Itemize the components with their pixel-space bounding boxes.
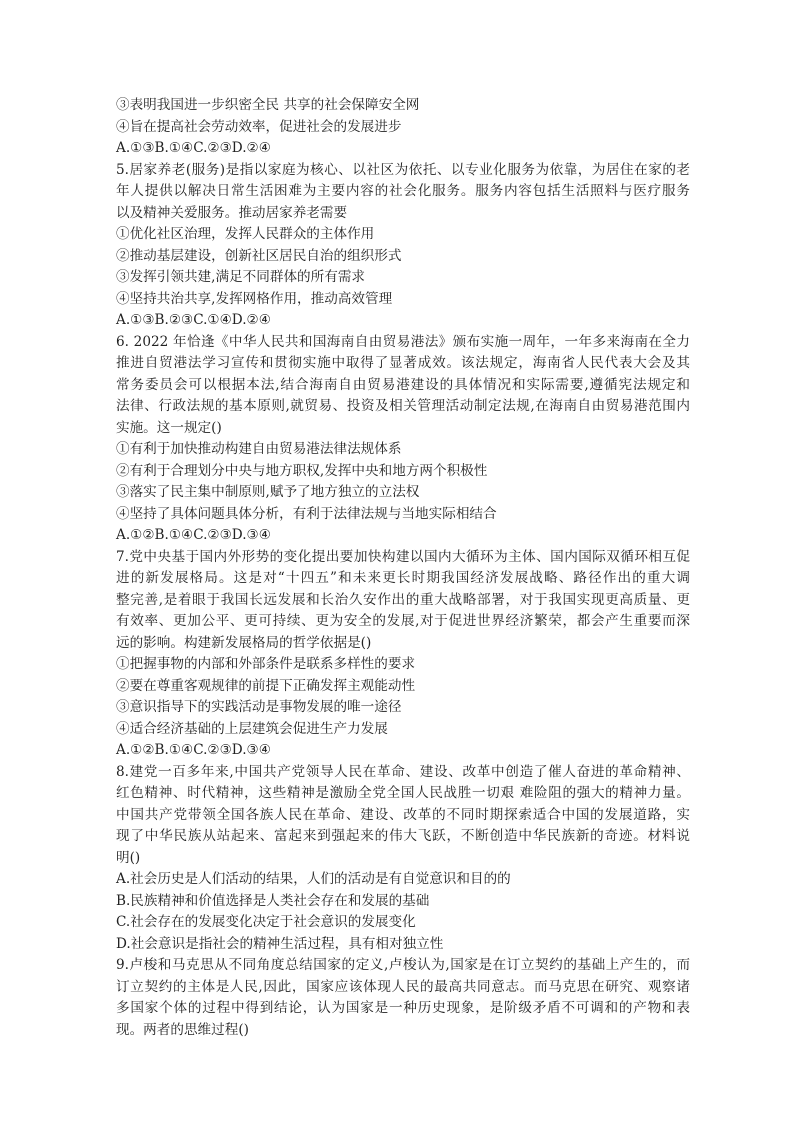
q8-stem-line: 中国共产党带领全国各族人民在革命、建设、改革的不同时期探索适合中国的发展道路，实: [116, 806, 690, 823]
q8-option-c: C.社会存在的发展变化决定于社会意识的发展变化: [116, 914, 416, 930]
q7-stem-line: 7.党中央基于国内外形势的变化提出要加快构建以国内大循环为主体、国内国际双循环相互促: [116, 548, 690, 565]
q7-option-1: ①把握事物的内部和外部条件是联系多样性的要求: [116, 656, 416, 672]
q5-option-3: ③发挥引领共建,满足不同群体的所有需求: [116, 269, 366, 285]
q7-option-4: ④适合经济基础的上层建筑会促进生产力发展: [116, 720, 388, 737]
q8-stem-line: 8.建党一百多年来,中国共产党领导人民在革命、建设、改革中创造了催人奋进的革命精神、: [116, 763, 690, 780]
q6-option-1: ①有利于加快推动构建自由贸易港法律法规体系: [116, 441, 402, 457]
q9-stem-line: 9.卢梭和马克思从不同角度总结国家的定义,卢梭认为,国家是在订立契约的基础上产生的，而: [116, 957, 690, 973]
question-8: [116, 762, 690, 956]
exam-page: [116, 95, 690, 1041]
q6-stem-line: 法律、行政法规的基本原则,就贸易、投资及相关管理活动制定法规,在海南自由贸易港范围内: [116, 398, 690, 414]
question-6: [116, 332, 690, 547]
q6-answer-choices: A.①②B.①④C.②③D.③④: [116, 527, 271, 543]
q6-stem-line: 推进自贸港法学习宣传和贯彻实施中取得了显著成效。该法规定，海南省人民代表大会及其: [116, 355, 690, 371]
q7-stem-line: 整完善,是着眼于我国长远发展和长治久安作出的重大战略部署，对于我国实现更高质量、更: [116, 591, 690, 608]
q8-stem-line: 红色精神、时代精神，这些精神是激励全党全国人民战胜一切艰 难险阻的强大的精神力量。: [116, 785, 690, 801]
q5-option-2: ②推动基层建设，创新社区居民自治的组织形式: [116, 247, 402, 264]
q7-answer-choices: A.①②B.①④C.②③D.③④: [116, 742, 271, 758]
q4-option-3: ③表明我国进一步织密全民 共享的社会保障安全网: [116, 97, 420, 113]
q4-option-4: ④旨在提高社会劳动效率，促进社会的发展进步: [116, 118, 402, 135]
question-4-tail: [116, 95, 690, 160]
q5-option-4: ④坚持共治共享,发挥网格作用，推动高效管理: [116, 290, 393, 307]
question-7: [116, 547, 690, 762]
q6-stem-line: 实施。这一规定(): [116, 419, 222, 436]
q7-stem-line: 进的新发展格局。这是对“十四五”和未来更长时期我国经济发展战略、路径作出的重大调: [116, 570, 690, 586]
q7-stem-line: 有效率、更加公平、更可持续、更为安全的发展,对于促进世界经济繁荣，都会产生重要而深: [116, 613, 690, 629]
q6-option-2: ②有利于合理划分中央与地方职权,发挥中央和地方两个积极性: [116, 462, 488, 479]
q8-option-a: A.社会历史是人们活动的结果，人们的活动是有自觉意识和目的的: [116, 871, 511, 887]
q7-option-3: ③意识指导下的实践活动是事物发展的唯一途径: [116, 699, 402, 715]
q9-stem-line: 现。两者的思维过程(): [116, 1021, 249, 1038]
q7-option-2: ②要在尊重客观规律的前提下正确发挥主观能动性: [116, 677, 416, 694]
q8-stem-line: 明(): [116, 849, 141, 866]
q5-stem-line: 年人提供以解决日常生活困难为主要内容的社会化服务。服务内容包括生活照料与医疗服务: [116, 183, 690, 199]
q5-stem-line: 以及精神关爱服务。推动居家养老需要: [116, 204, 348, 221]
q5-answer-choices: A.①③B.②③C.①④D.②④: [116, 312, 271, 328]
q9-stem-line: 订立契约的主体是人民,因此，国家应该体现人民的最高共同意志。而马克思在研究、观察诸: [116, 978, 690, 995]
q7-stem-line: 远的影响。构建新发展格局的哲学依据是(): [116, 634, 372, 651]
question-5: [116, 160, 690, 332]
q6-stem-line: 常务委员会可以根据本法,结合海南自由贸易港建设的具体情况和实际需要,遵循宪法规定和: [116, 376, 690, 393]
q5-stem-line: 5.居家养老(服务)是指以家庭为核心、以社区为依托、以专业化服务为依靠，为居住在家的老: [116, 161, 690, 178]
q8-option-d: D.社会意识是指社会的精神生活过程，具有相对独立性: [116, 935, 444, 952]
q8-option-b: B.民族精神和价值选择是人类社会存在和发展的基础: [116, 892, 430, 909]
q6-stem-line: 6. 2022 年恰逢《中华人民共和国海南自由贸易港法》颁布实施一周年，一年多来海南在全力: [116, 333, 690, 350]
question-9: [116, 955, 690, 1041]
q9-stem-line: 多国家个体的过程中得到结论，认为国家是一种历史现象，是阶级矛盾不可调和的产物和表: [116, 1000, 690, 1016]
q6-option-3: ③落实了民主集中制原则,赋予了地方独立的立法权: [116, 484, 420, 500]
q8-stem-line: 现了中华民族从站起来、富起来到强起来的伟大飞跃，不断创造中华民族新的奇迹。材料说: [116, 828, 690, 844]
q5-option-1: ①优化社区治理，发挥人民群众的主体作用: [116, 226, 375, 242]
q4-answer-choices: A.①③B.①④C.②③D.②④: [116, 140, 271, 156]
q6-option-4: ④坚持了具体问题具体分析，有利于法律法规与当地实际相结合: [116, 505, 497, 522]
